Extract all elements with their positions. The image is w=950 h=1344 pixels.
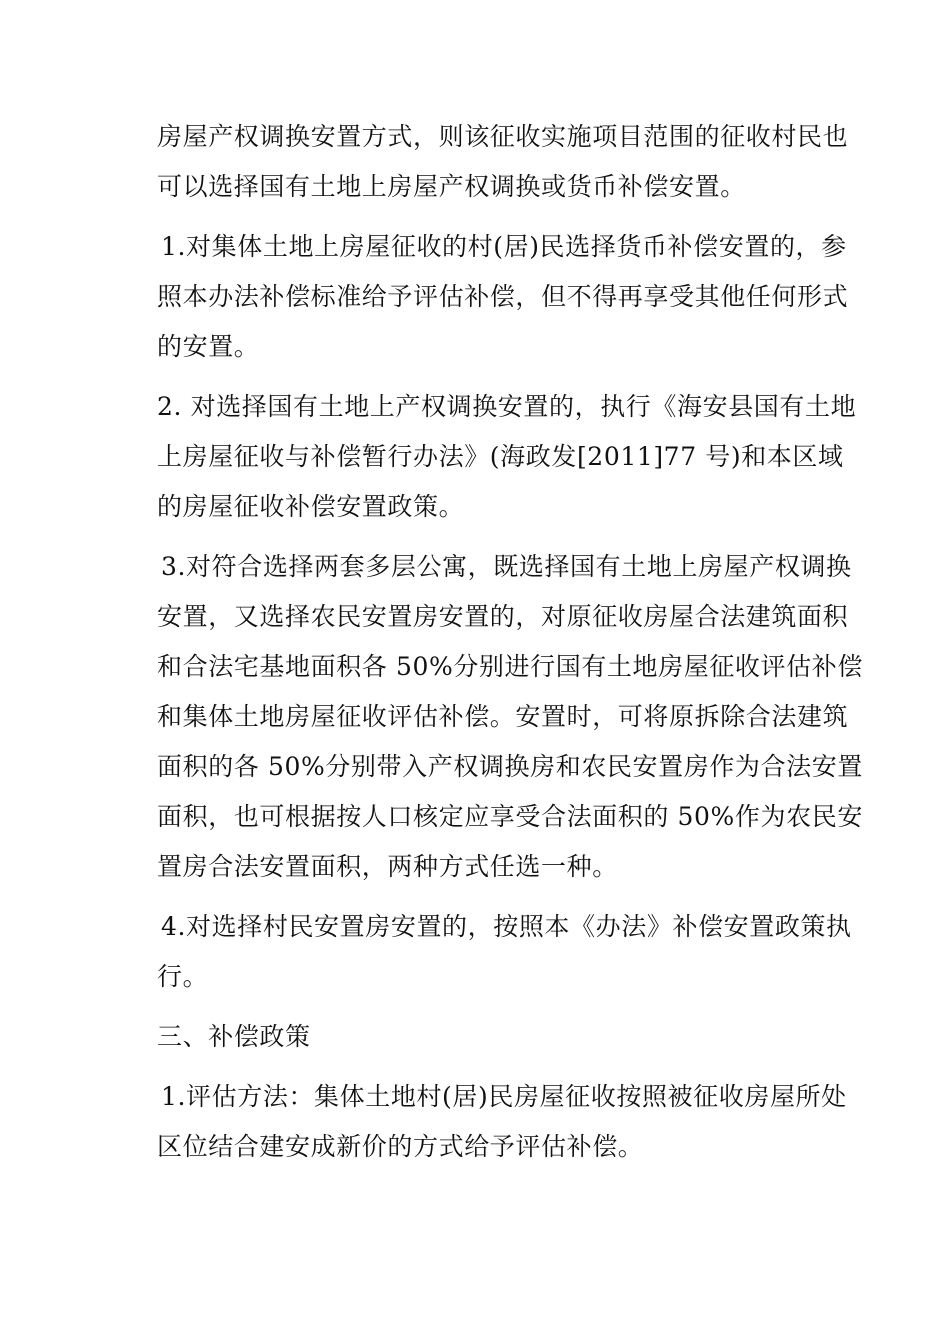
text-line: 的房屋征收补偿安置政策。 <box>157 492 465 521</box>
section-heading: 三、补偿政策 <box>157 1022 311 1051</box>
text-line: 1.对集体土地上房屋征收的村(居)民选择货币补偿安置的，参 <box>161 232 847 261</box>
text-line: 4.对选择村民安置房安置的，按照本《办法》补偿安置政策执 <box>161 912 852 941</box>
text-line: 行。 <box>157 962 209 991</box>
text-line: 照本办法补偿标准给予评估补偿，但不得再享受其他任何形式 <box>157 282 849 311</box>
text-line: 的安置。 <box>157 332 260 361</box>
paragraph-continuation <box>157 112 849 212</box>
text-line: 面积，也可根据按人口核定应享受合法面积的 50%作为农民安 <box>157 802 863 831</box>
text-line: 和集体土地房屋征收评估补偿。安置时，可将原拆除合法建筑 <box>157 702 849 731</box>
text-line: 上房屋征收与补偿暂行办法》(海政发[2011]77 号)和本区域 <box>157 442 844 471</box>
text-line: 安置，又选择农民安置房安置的，对原征收房屋合法建筑面积 <box>157 602 849 631</box>
paragraph-item-1 <box>157 222 849 372</box>
paragraph-evaluation-method <box>157 1072 847 1172</box>
document-body <box>157 112 863 1182</box>
text-line: 面积的各 50%分别带入产权调换房和农民安置房作为合法安置 <box>157 752 863 781</box>
text-line: 1.评估方法：集体土地村(居)民房屋征收按照被征收房屋所处 <box>161 1082 847 1111</box>
paragraph-item-2 <box>157 382 857 532</box>
text-line: 区位结合建安成新价的方式给予评估补偿。 <box>157 1132 644 1161</box>
text-line: 可以选择国有土地上房屋产权调换或货币补偿安置。 <box>157 172 746 201</box>
paragraph-item-4 <box>157 902 852 1002</box>
text-line: 2. 对选择国有土地上产权调换安置的，执行《海安县国有土地 <box>157 392 857 421</box>
text-line: 3.对符合选择两套多层公寓，既选择国有土地上房屋产权调换 <box>161 552 852 581</box>
text-line: 和合法宅基地面积各 50%分别进行国有土地房屋征收评估补偿 <box>157 652 863 681</box>
text-line: 置房合法安置面积，两种方式任选一种。 <box>157 852 618 881</box>
paragraph-item-3 <box>157 542 863 892</box>
text-line: 房屋产权调换安置方式，则该征收实施项目范围的征收村民也 <box>157 122 849 151</box>
